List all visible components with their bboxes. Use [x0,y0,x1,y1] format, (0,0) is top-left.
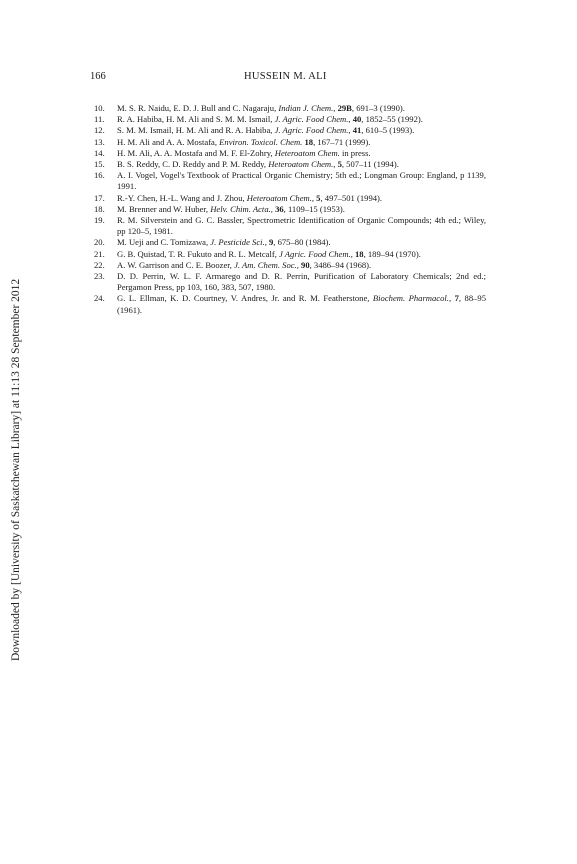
reference-segment: D. D. Perrin, W. L. F. Armarego and D. R. Perrin, Purification of Laboratory Chemicals; 2nd ed.; Pergamon Press, pp 103, 160, 383, 507, 1980. [117,271,486,293]
reference-segment: G. L. Ellman, K. D. Courtney, V. Andres, Jr. and R. M. Featherstone, [117,293,373,304]
reference-segment: A. W. Garrison and C. E. Boozer, [117,259,235,270]
reference-segment: S. M. M. Ismail, H. M. Ali and R. A. Habiba, [117,125,275,136]
journal-title: J Agric. Food Chem. [279,248,351,259]
volume-number: 5 [337,159,342,170]
reference-segment: H. M. Ali, A. A. Mostafa and M. F. El-Zohry, [117,147,275,158]
reference-segment: , 3486–94 (1968). [309,259,372,270]
reference-number: 16. [94,170,105,181]
reference-number: 24. [94,293,105,304]
reference-text [117,125,486,136]
volume-number: 90 [301,259,310,270]
volume-number: 9 [268,237,274,248]
reference-item [94,204,486,215]
reference-segment: M. Brenner and W. Huber, [117,203,211,214]
download-watermark: Downloaded by [University of Saskatchewan Library] at 11:13 28 September 2012 [10,278,22,661]
reference-item [94,237,486,248]
reference-number: 15. [94,159,105,170]
reference-segment: , 507–11 (1994). [341,159,399,170]
reference-segment: , [333,159,338,170]
reference-segment: R.-Y. Chen, H.-L. Wang and J. Zhou, [117,192,247,203]
reference-text [117,137,486,148]
reference-number: 12. [94,125,105,136]
journal-title: J. Pesticide Sci. [210,237,265,248]
reference-segment: , [350,248,355,259]
reference-number: 23. [94,271,105,282]
reference-text [117,204,486,215]
reference-text [117,237,486,248]
volume-number: 36 [275,203,284,214]
reference-segment: in press. [339,147,371,158]
journal-title: Indian J. Chem. [278,103,334,113]
reference-segment: , [296,259,302,270]
reference-segment: H. M. Ali and A. A. Mostafa, [117,136,220,147]
reference-segment: , [448,293,455,304]
volume-number: 18 [304,136,314,147]
journal-title: Helv. Chim. Acta. [210,203,271,214]
reference-item [94,170,486,192]
reference-segment: R. A. Habiba, H. M. Ali and S. M. M. Ismail, [117,114,275,125]
reference-segment: M. S. R. Naidu, E. D. J. Bull and C. Nagaraju, [117,103,279,113]
reference-number: 17. [94,192,105,203]
reference-item [94,271,486,293]
reference-segment: , 189–94 (1970). [363,248,421,259]
page-number: 166 [90,71,106,82]
reference-segment: , 610–5 (1993). [361,125,415,136]
reference-segment: , [348,114,353,125]
reference-item [94,114,486,125]
reference-item [94,293,486,315]
reference-segment: G. B. Quistad, T. R. Fukuto and R. L. Metcalf, [117,248,279,259]
reference-segment: M. Ueji and C. Tomizawa, [117,237,211,248]
reference-segment: , 167–71 (1999). [313,136,371,147]
reference-number: 21. [94,248,105,259]
journal-title: J. Am. Chem. Soc. [234,259,297,270]
reference-segment: , 1852–55 (1992). [361,114,423,125]
volume-number: 40 [352,114,362,125]
journal-title: J. Agric. Food Chem. [274,114,349,125]
reference-segment: , [270,203,276,214]
journal-title: J. Agric. Food Chem. [274,125,349,136]
reference-segment: , 691–3 (1990). [351,103,405,113]
volume-number: 29B [337,103,352,113]
reference-text [117,293,486,315]
reference-segment: , [348,125,353,136]
reference-number: 22. [94,259,105,270]
reference-item [94,215,486,237]
reference-segment: , [264,237,269,248]
reference-segment: , [333,103,338,113]
journal-title: Heteroatom Chem. [274,147,340,158]
reference-item [94,159,486,170]
reference-text [117,260,486,271]
reference-item [94,148,486,159]
journal-title: Heteroatom Chem. [246,192,312,203]
reference-segment: , 1109–15 (1953). [283,203,345,214]
reference-number: 18. [94,203,105,214]
reference-segment: , [311,192,317,203]
reference-segment: , 675–80 (1984). [273,237,331,248]
volume-number: 7 [454,293,459,304]
reference-text [117,114,486,125]
reference-text [117,103,486,114]
reference-list [94,103,486,316]
reference-segment: , 88–95 (1961). [117,293,487,315]
volume-number: 5 [316,192,321,203]
reference-number: 13. [94,136,105,147]
reference-item [94,193,486,204]
running-head: HUSSEIN M. ALI [244,71,327,82]
journal-title: Heteroatom Chem. [268,159,334,170]
reference-segment: B. S. Reddy, C. D. Reddy and P. M. Reddy, [117,159,269,170]
reference-text [117,249,486,260]
reference-number: 19. [94,215,105,226]
reference-text [117,271,486,293]
reference-text [117,159,486,170]
reference-item [94,260,486,271]
reference-text [117,193,486,204]
volume-number: 18 [354,248,364,259]
reference-text [117,215,486,237]
reference-segment: A. I. Vogel, Vogel's Textbook of Practical Organic Chemistry; 5th ed.; Longman Group: England, p 1139, 1991. [117,170,486,192]
reference-segment: R. M. Silverstein and G. C. Bassler, Spectrometric Identification of Organic Compounds; 4th ed.; Wiley, pp 120–5, 1981. [117,215,486,237]
reference-number: 20. [94,237,105,248]
journal-title: Biochem. Pharmacol. [372,293,449,304]
reference-text [117,170,486,192]
reference-text [117,148,486,159]
reference-item [94,125,486,136]
reference-number: 11. [94,114,105,125]
reference-number: 14. [94,147,105,158]
reference-item [94,103,486,114]
reference-item [94,137,486,148]
reference-item [94,249,486,260]
reference-segment: , 497–501 (1994). [320,192,383,203]
volume-number: 41 [352,125,362,136]
reference-number: 10. [94,103,105,113]
journal-title: Environ. Toxicol. Chem. [219,136,303,147]
